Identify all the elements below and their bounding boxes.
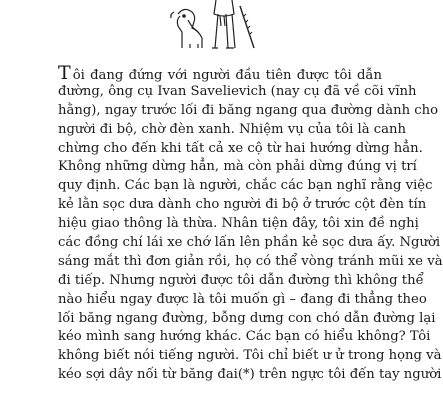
text-line-10: các đồng chí lái xe chớ lấn lên phần kẻ sọc dưa ấy. Người (58, 235, 441, 251)
text-line-3: hằng), ngay trước lối đi băng ngang qua đường dành cho (58, 102, 439, 118)
text-line-11: sáng mắt thì đơn giản rồi, họ có thể vòng tránh mũi xe và (58, 253, 443, 269)
cane-icon (240, 6, 254, 48)
text-line-5: chừng cho đến khi tất cả xe cộ từ hai hướng dừng hẳn. (58, 140, 423, 156)
text-line-2: đường, ông cụ Ivan Savelievich (nay cụ đã về cõi vĩnh (58, 83, 417, 99)
text-line-14: lối băng ngang đường, bỗng dưng con chó dẫn đường lại (58, 310, 436, 326)
body-text (58, 62, 443, 385)
text-line-9: hiệu giao thông là thừa. Nhân tiện đây, tôi xin đề nghị (58, 216, 419, 232)
man-icon (212, 0, 235, 48)
text-line-16: không biết nói tiếng người. Tôi chỉ biết ư ử trong họng và (58, 348, 442, 364)
text-line-4: người đi bộ, chờ đèn xanh. Nhiệm vụ của tôi là canh (58, 121, 406, 137)
text-line-15: kéo mình sang hướng khác. Các bạn có hiểu không? Tôi (58, 329, 431, 345)
text-line-17: kéo sợi dây nối từ băng đai(*) trên ngực tôi đến tay người (58, 367, 442, 383)
dropcap: T (58, 62, 71, 84)
text-line-6: Không những dừng hẳn, mà còn phải dừng đúng vị trí (58, 159, 417, 175)
text-line-8: kẻ lằn sọc dưa dành cho người đi bộ ở trước cột đèn tín (58, 197, 427, 213)
text-line-7: quy định. Các bạn là người, chắc các bạn nghĩ rằng việc (58, 178, 433, 194)
text-line-12: đi tiếp. Nhưng người được tôi dẫn đường thì không thể (58, 272, 424, 288)
text-line-1: T ôi đang đứng với người đầu tiên được tôi dẫn (58, 62, 382, 84)
man-with-dog-illustration (160, 0, 260, 50)
text-line-13: nào hiểu ngay được là tôi muốn gì – đang đi thẳng theo (58, 291, 427, 307)
dog-icon (171, 9, 202, 48)
